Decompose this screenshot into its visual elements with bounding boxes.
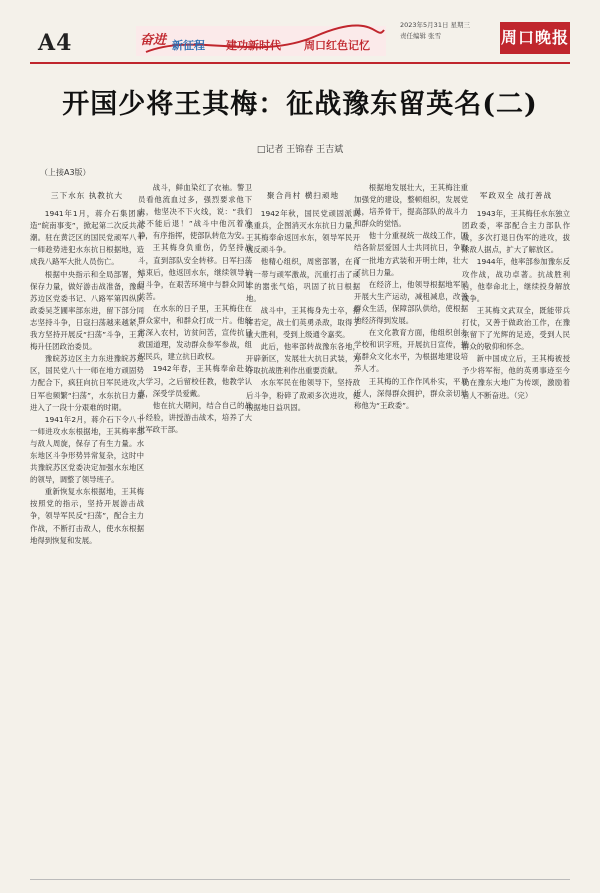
footer-rule bbox=[30, 879, 570, 880]
paragraph: 他十分重视统一战线工作，团结各阶层爱国人士共同抗日，争取了一批地方武装和开明士绅，壮大了抗日力量。 bbox=[354, 231, 468, 277]
paragraph: 王其梅身负重伤，仍坚持战斗，直到部队安全转移。日军扫荡结束后，他返回水东，继续领导抗日斗争，在艰苦环境中与群众同甘共苦。 bbox=[138, 243, 252, 301]
continued-note: （上接A3版） bbox=[40, 168, 91, 177]
column-subheading: 三下水东 执教抗大 bbox=[50, 191, 124, 200]
article-byline: □记者 王锦春 王吉斌 bbox=[256, 145, 344, 155]
paragraph: 在水东的日子里，王其梅住在群众家中，和群众打成一片。他经常深入农村，访贫问苦，宣传抗日救国道理，发动群众参军参战，组织民兵，建立抗日政权。 bbox=[138, 303, 252, 362]
paragraph: 战斗中，王其梅身先士卒，指挥若定，战士们英勇杀敌，取得了重大胜利，受到上级通令嘉奖。 bbox=[246, 305, 360, 340]
paragraph: 根据地发展壮大，王其梅注重加强党的建设，整顿组织，发展党员，培养骨干，提高部队的战斗力和群众的觉悟。 bbox=[354, 183, 468, 229]
paragraph: 在文化教育方面，他组织创办学校和识字班，开展抗日宣传，提高群众文化水平，为根据地建设培养人才。 bbox=[354, 328, 468, 374]
column-subheading: 军政双全 战打善战 bbox=[479, 191, 553, 200]
paragraph: 他精心组织，周密部署，在肖村一带与顽军激战，沉重打击了顽军的嚣张气焰，巩固了抗日根据地。 bbox=[246, 257, 360, 303]
article-column-5 bbox=[462, 182, 570, 874]
paragraph: 1943年，王其梅任水东独立团政委，率部配合主力部队作战，多次打退日伪军的进攻，拔除敌人据点，扩大了解放区。 bbox=[462, 209, 570, 255]
column-banner bbox=[136, 22, 386, 58]
paragraph: 1942年春，王其梅奉命赴抗大学习，之后留校任教，他教学认真，深受学员爱戴。 bbox=[138, 364, 252, 398]
paragraph: 水东军民在他领导下，坚持敌后斗争，粉碎了敌顽多次进攻，使根据地日益巩固。 bbox=[246, 378, 360, 412]
paragraph: 战斗，鲜血染红了衣袖。警卫员看他流血过多，强烈要求他下去，他坚决不下火线，说：“我们决不能后退！”战斗中他沉着冷静，有序指挥，使部队转危为安。 bbox=[138, 183, 252, 241]
paragraph: 1944年，他率部参加豫东反攻作战，战功卓著。抗战胜利后，他奉命北上，继续投身解放战争。 bbox=[462, 257, 570, 303]
article-column-4 bbox=[354, 182, 468, 874]
article-title: 开国少将王其梅：征战豫东留英名(二) bbox=[62, 89, 538, 120]
article-column-3 bbox=[246, 182, 360, 874]
paragraph: 在经济上，他领导根据地军民开展大生产运动，减租减息，改善群众生活，保障部队供给，使根据地经济得到发展。 bbox=[354, 279, 468, 326]
paragraph: 根据中央指示和全局部署，为保存力量，做好游击战准备，豫皖苏边区党委书记、八路军第四纵队政委吴芝圃率部东进，留下部分同志坚持斗争，日寇扫荡越来越紧，我方坚持开展反“扫荡”斗争，王其梅升任团政治委员。 bbox=[30, 269, 144, 352]
issue-meta bbox=[400, 20, 510, 42]
paragraph: 豫皖苏边区主力东进豫皖苏边区，国民党八十一师在地方顽固势力配合下，疯狂向抗日军民进攻，日军也频繁“扫荡”，水东抗日力量进入了一段十分艰难的时期。 bbox=[30, 354, 144, 412]
paragraph: 他在抗大期间，结合自己的战斗经验，讲授游击战术，培养了大批军政干部。 bbox=[138, 400, 252, 434]
paragraph: 王其梅文武双全，既能带兵打仗，又善于做政治工作，在豫东留下了光辉的足迹，受到人民群众的敬仰和怀念。 bbox=[462, 305, 570, 352]
article-column-2 bbox=[138, 182, 252, 874]
issue-editors: 责任编辑 张雪 bbox=[400, 32, 442, 40]
paragraph: 1941年2月，蒋介石下令八十一师进攻水东根据地，王其梅率部与敌人周旋，保存了有生力量。水东地区斗争形势异常复杂，这时中共豫皖苏区党委决定加强水东地区的领导，调整了领导班子。 bbox=[30, 414, 144, 485]
column-subheading: 聚合肖村 横扫顽地 bbox=[266, 191, 340, 200]
banner-mid: 建功新时代 bbox=[226, 39, 281, 52]
header-rule bbox=[30, 62, 570, 64]
paragraph: 重新恢复水东根据地，王其梅按照党的指示，坚持开展游击战争，领导军民反“扫荡”，配合主力作战，不断打击敌人，使水东根据地得到恢复和发展。 bbox=[30, 487, 144, 545]
paragraph: 此后，他率部转战豫东各地，开辟新区，发展壮大抗日武装，为夺取抗战胜利作出重要贡献。 bbox=[246, 342, 360, 376]
newspaper-logo: 周口晚报 bbox=[500, 22, 570, 54]
paragraph: 1942年秋，国民党顽固派调集重兵，企图消灭水东抗日力量。王其梅奉命返回水东，领导军民开展反顽斗争。 bbox=[246, 209, 360, 255]
banner-main: 新征程 bbox=[172, 39, 205, 52]
page-number: A4 bbox=[38, 30, 73, 56]
article-column-1 bbox=[30, 182, 144, 874]
page-header bbox=[0, 0, 600, 62]
banner-tail: 周口红色记忆 bbox=[304, 39, 370, 52]
paragraph: 新中国成立后，王其梅被授予少将军衔，他的英勇事迹至今仍在豫东大地广为传颂，激励着后人不断奋进。（完） bbox=[462, 354, 570, 400]
issue-date: 2023年5月31日 星期三 bbox=[400, 21, 471, 29]
paragraph: 王其梅的工作作风朴实，平易近人，深得群众拥护，群众亲切地称他为“王政委”。 bbox=[354, 376, 468, 410]
paragraph: 1941年1月，蒋介石集团制造“皖南事变”，掀起第二次反共高潮。驻在黄泛区的国民党顽军八十一师趁势进犯水东抗日根据地，造成我八路军大批人员伤亡。 bbox=[30, 209, 144, 267]
banner-lead: 奋进 bbox=[140, 33, 167, 48]
